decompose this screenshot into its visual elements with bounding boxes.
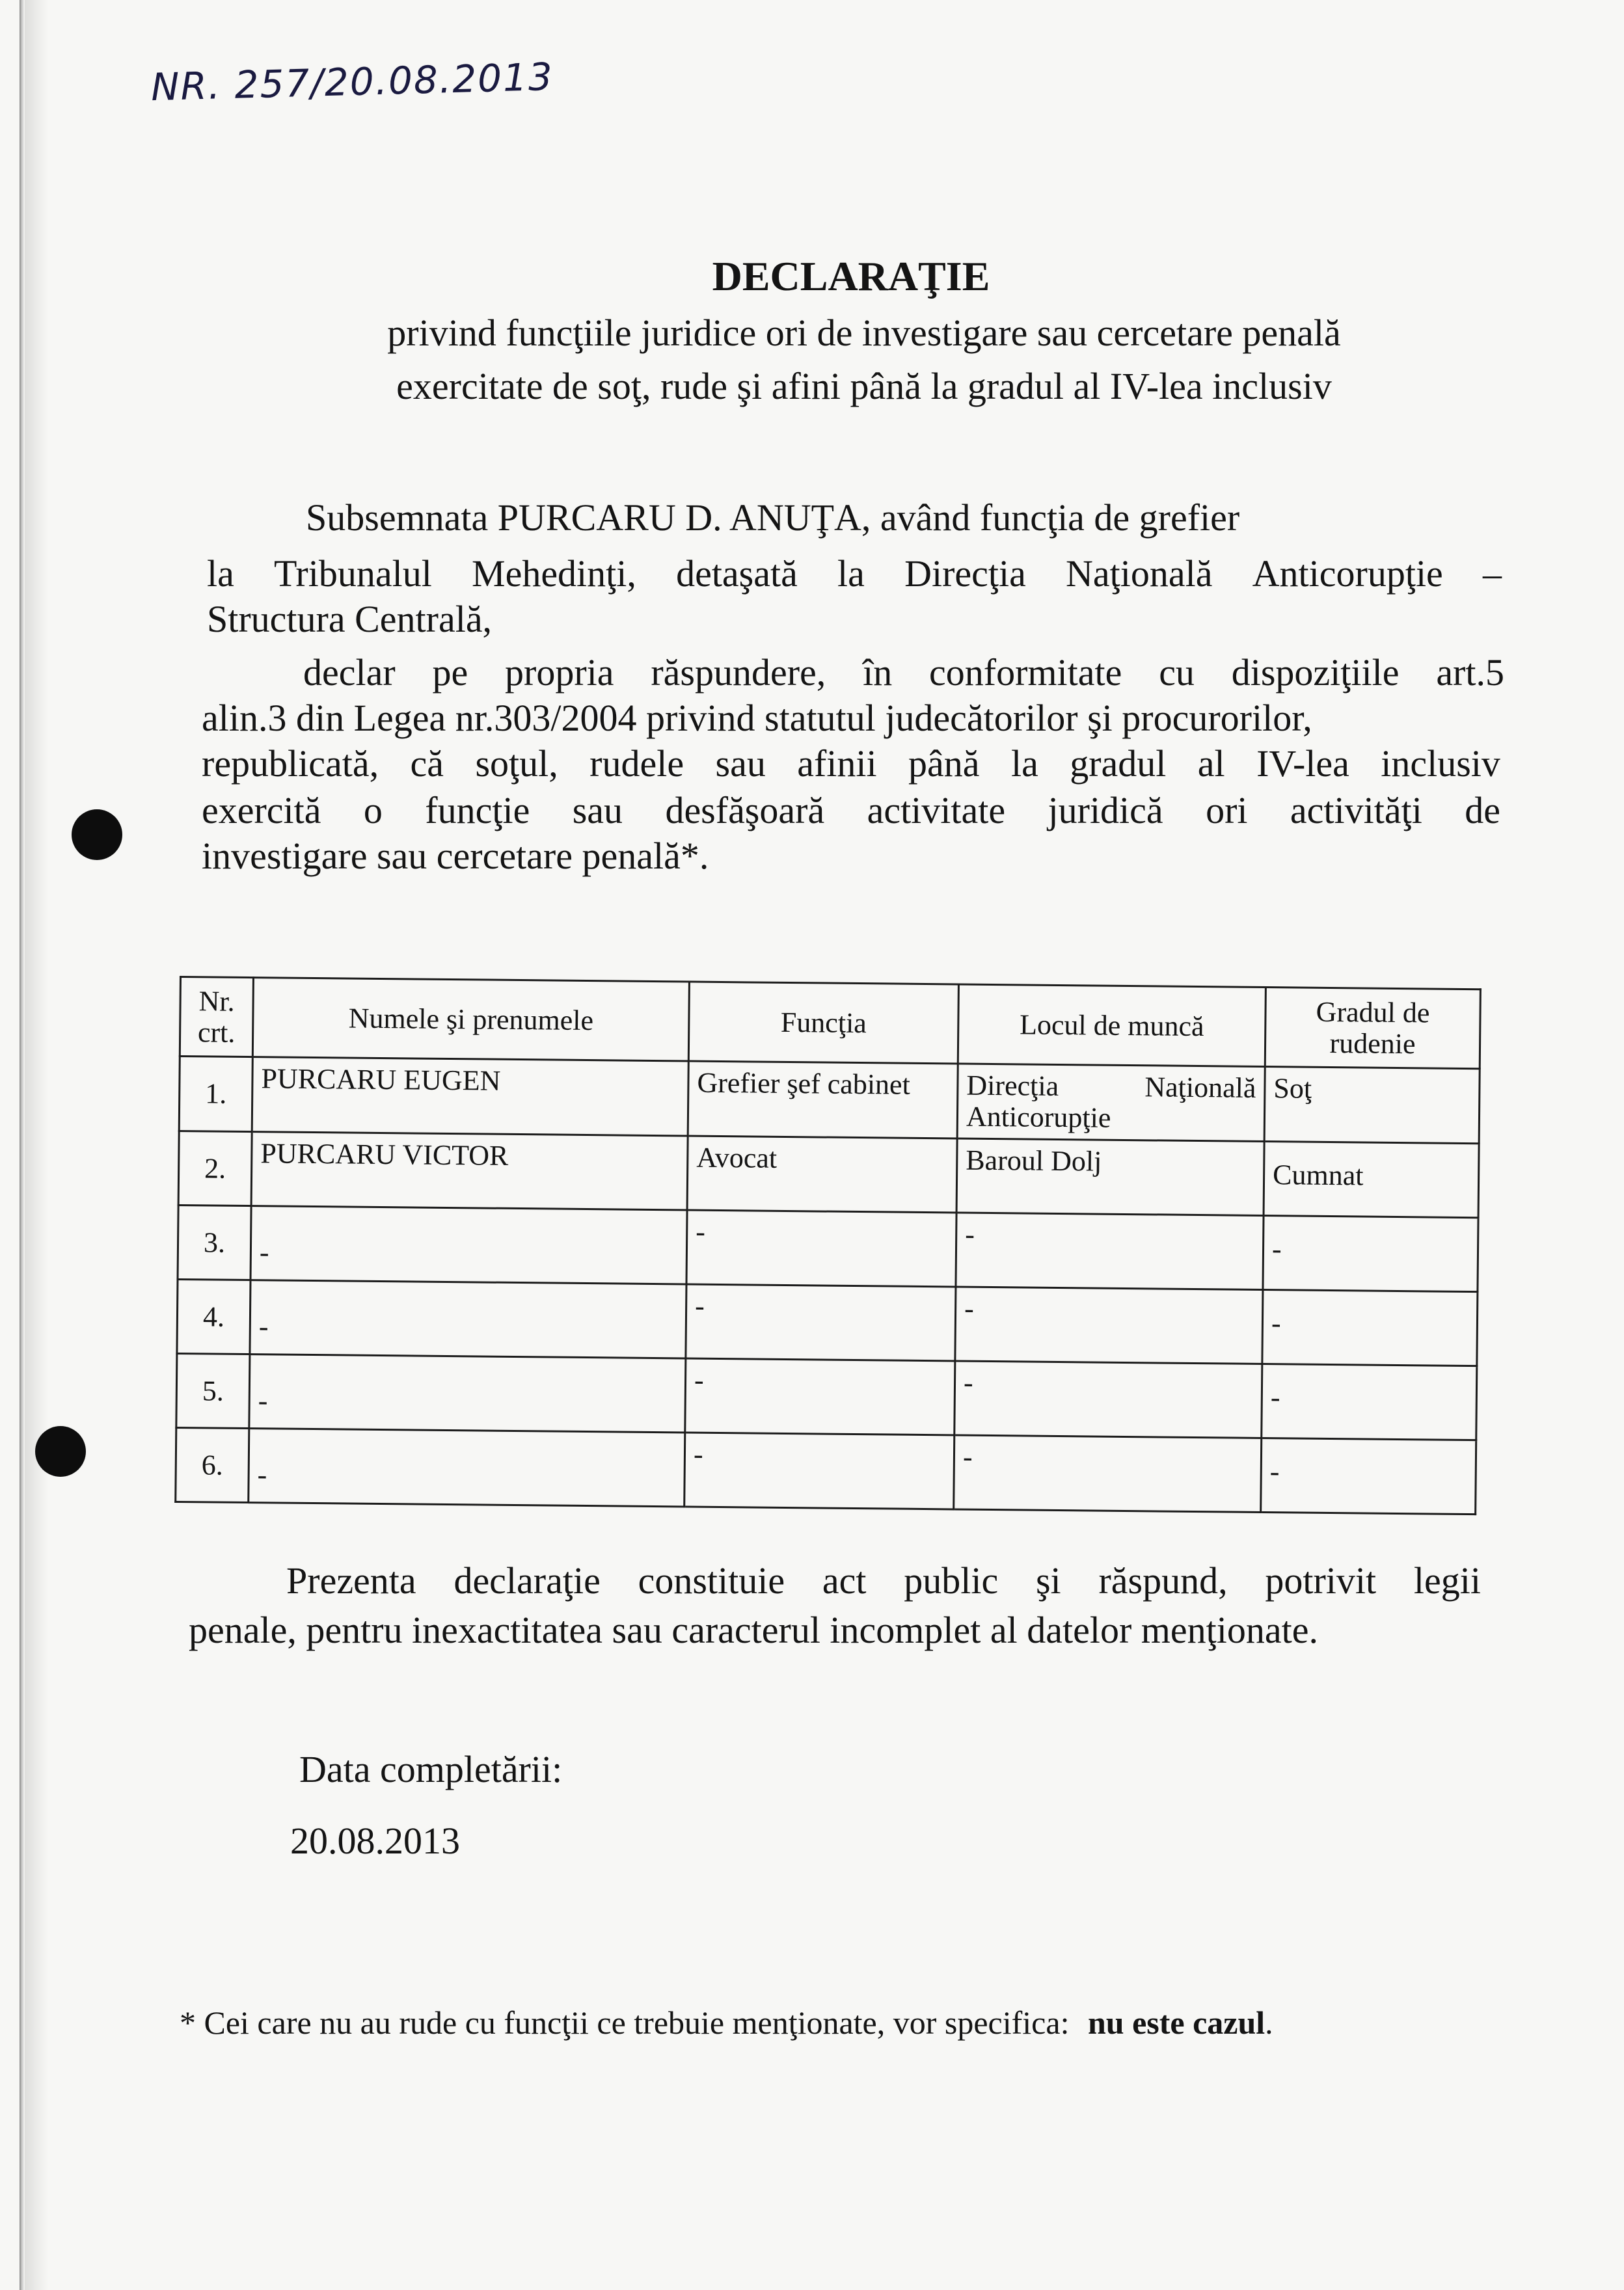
row-function: Grefier şef cabinet — [688, 1061, 958, 1138]
word: Naţională — [1144, 1071, 1256, 1104]
row-name — [250, 1206, 687, 1284]
word: detaşată — [676, 552, 798, 595]
dash: - — [257, 1459, 267, 1491]
intro-line-2 — [207, 552, 1502, 595]
word: la — [1010, 742, 1038, 785]
row-name: PURCARU VICTOR — [251, 1132, 688, 1210]
header-locul-de-munca: Locul de muncă — [958, 984, 1265, 1067]
table-row — [176, 1353, 1477, 1440]
word: Anticorupţie — [1252, 552, 1443, 595]
word: afinii — [797, 742, 877, 785]
word: sau — [572, 789, 623, 831]
word: declaraţie — [453, 1559, 601, 1602]
word: activitate — [867, 789, 1006, 831]
header-gradul-de-rudenie: Gradul de rudenie — [1265, 988, 1480, 1069]
word: de — [1465, 789, 1500, 831]
word: – — [1482, 552, 1502, 595]
word: cu — [1159, 651, 1195, 694]
word: Tribunalul — [274, 552, 432, 595]
word: legii — [1413, 1559, 1481, 1602]
row-number: 3. — [178, 1205, 251, 1280]
declaration-line-4 — [202, 788, 1500, 832]
word: potrivit — [1265, 1559, 1377, 1602]
word: Naţională — [1066, 552, 1213, 595]
word: sau — [715, 742, 766, 785]
table-row — [178, 1205, 1478, 1291]
word: dispoziţiile — [1231, 651, 1400, 694]
word: desfăşoară — [665, 789, 825, 831]
word: Prezenta — [286, 1559, 416, 1602]
word: Direcţia — [966, 1069, 1059, 1102]
closing-line-2: penale, pentru inexactitatea sau caracterul incomplet al datelor menţionate. — [189, 1609, 1318, 1651]
row-number: 5. — [176, 1353, 250, 1428]
row-workplace — [957, 1064, 1265, 1142]
row-function: - — [686, 1284, 956, 1361]
dash: - — [259, 1236, 269, 1269]
subtitle-line-1: privind funcţiile juridice ori de investigare sau cercetare penală — [387, 312, 1341, 354]
header-nr-crt: Nr. crt. — [180, 977, 253, 1057]
row-number: 1. — [179, 1057, 252, 1132]
row-function: - — [684, 1433, 954, 1509]
word: la — [837, 552, 865, 595]
word: declar — [303, 651, 396, 694]
word: rudele — [589, 742, 684, 785]
row-workplace: - — [955, 1287, 1263, 1364]
row-workplace: - — [954, 1361, 1262, 1438]
table-row — [178, 1131, 1479, 1218]
word: la — [207, 552, 234, 595]
row-degree: - — [1263, 1216, 1478, 1292]
row-degree: - — [1262, 1364, 1477, 1440]
workplace-line-1 — [966, 1070, 1256, 1104]
table-row — [176, 1427, 1476, 1514]
punch-hole-top — [72, 809, 122, 860]
row-number: 6. — [176, 1427, 249, 1502]
header-nume: Numele şi prenumele — [252, 978, 689, 1061]
footnote-bold: nu este cazul — [1087, 2004, 1265, 2041]
date-label: Data completării: — [299, 1748, 563, 1790]
row-name: PURCARU EUGEN — [252, 1057, 688, 1136]
document-title: DECLARAŢIE — [712, 253, 990, 299]
word: act — [822, 1559, 867, 1602]
table-row — [177, 1279, 1478, 1366]
word: că — [410, 742, 444, 785]
table-row — [179, 1057, 1480, 1144]
row-workplace: Baroul Dolj — [956, 1138, 1264, 1216]
word: al — [1197, 742, 1225, 785]
row-degree: Soţ — [1264, 1067, 1480, 1144]
word: soţul, — [475, 742, 558, 785]
row-degree: - — [1261, 1438, 1476, 1514]
word: juridică — [1048, 789, 1163, 831]
relatives-table — [174, 976, 1482, 1515]
closing-line-1 — [286, 1559, 1481, 1602]
word: pe — [432, 651, 468, 694]
row-function: Avocat — [687, 1136, 957, 1213]
footnote-end: . — [1265, 2004, 1273, 2041]
row-name — [249, 1354, 686, 1433]
footnote-text: * Cei care nu au rude cu funcţii ce trebuie menţionate, vor specifica: — [180, 2004, 1070, 2041]
dash: - — [258, 1310, 269, 1343]
word: IV-lea — [1256, 742, 1349, 785]
workplace-line-2: Anticorupţie — [966, 1100, 1111, 1134]
row-name — [250, 1280, 686, 1358]
word: gradul — [1070, 742, 1167, 785]
word: republicată, — [202, 742, 379, 785]
row-degree: Cumnat — [1264, 1142, 1479, 1218]
word: public — [904, 1559, 999, 1602]
handwritten-registration-number: NR. 257/20.08.2013 — [150, 54, 554, 110]
row-degree: - — [1262, 1290, 1478, 1366]
word: art.5 — [1436, 651, 1504, 694]
intro-line-1: Subsemnata PURCARU D. ANUŢA, având funcţia de grefier — [306, 496, 1240, 539]
row-number: 4. — [177, 1279, 250, 1354]
word: ori — [1206, 789, 1248, 831]
declaration-line-5: investigare sau cercetare penală*. — [202, 835, 709, 877]
word: o — [363, 789, 383, 831]
word: şi — [1035, 1559, 1061, 1602]
declaration-line-1 — [303, 651, 1504, 694]
row-workplace: - — [954, 1435, 1262, 1513]
word: Direcţia — [904, 552, 1026, 595]
word: propria — [505, 651, 614, 694]
row-name — [249, 1429, 685, 1507]
table-header-row — [180, 977, 1480, 1069]
word: răspund, — [1098, 1559, 1228, 1602]
row-function: - — [685, 1358, 955, 1435]
word: răspundere, — [651, 651, 826, 694]
row-workplace: - — [956, 1213, 1264, 1290]
declaration-line-3 — [202, 742, 1500, 785]
word: exercită — [202, 789, 321, 831]
word: inclusiv — [1381, 742, 1500, 785]
row-number: 2. — [178, 1131, 252, 1206]
header-functia: Funcţia — [688, 982, 958, 1064]
footnote — [180, 2004, 1273, 2041]
subtitle-line-2: exercitate de soţ, rude şi afini până la gradul al IV-lea inclusiv — [396, 365, 1332, 407]
word: conformitate — [929, 651, 1122, 694]
word: în — [863, 651, 893, 694]
intro-line-3: Structura Centrală, — [207, 598, 493, 640]
word: până — [908, 742, 980, 785]
word: funcţie — [425, 789, 530, 831]
date-value: 20.08.2013 — [290, 1820, 460, 1862]
dash: - — [258, 1384, 268, 1417]
punch-hole-bottom — [35, 1426, 86, 1477]
word: constituie — [638, 1559, 785, 1602]
word: Mehedinţi, — [472, 552, 636, 595]
declaration-line-2: alin.3 din Legea nr.303/2004 privind statutul judecătorilor şi procurorilor, — [202, 697, 1312, 739]
row-function: - — [686, 1210, 956, 1287]
word: activităţi — [1290, 789, 1422, 831]
